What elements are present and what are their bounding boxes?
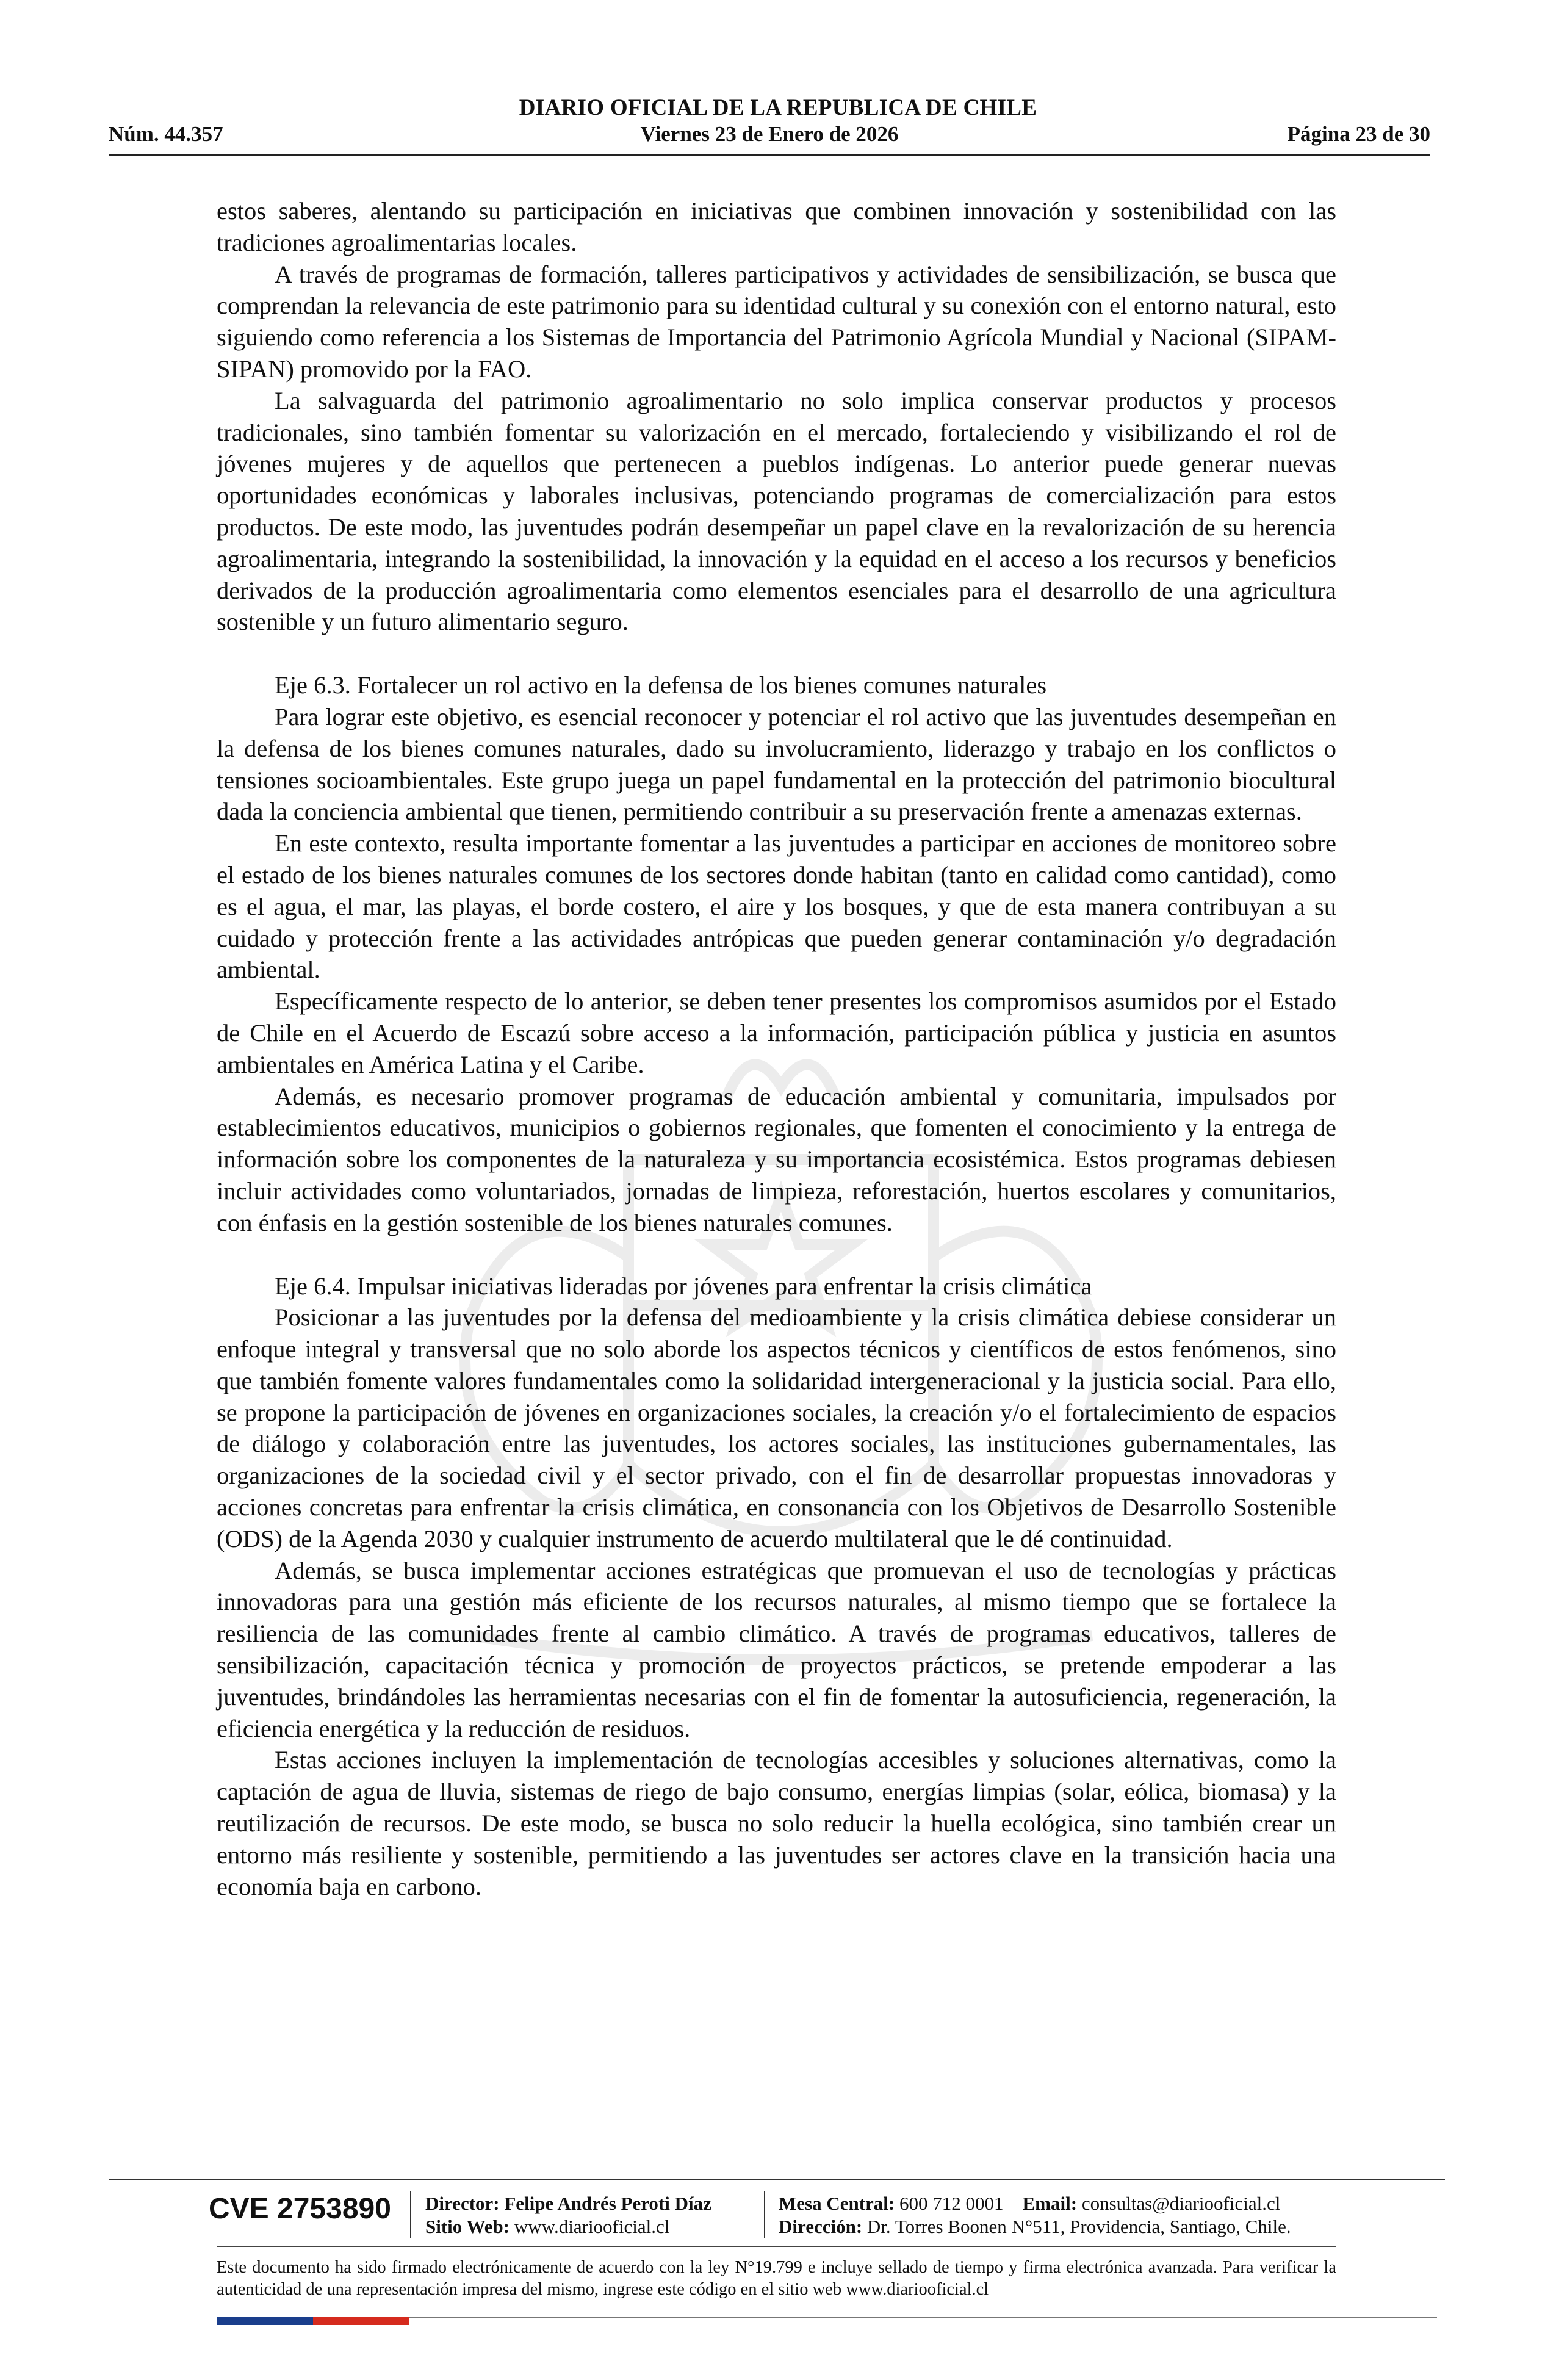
flag-red-segment (313, 2317, 409, 2325)
paragraph: La salvaguarda del patrimonio agroalimentario no solo implica conservar productos y procesos tradicionales, sino también fomentar su valorización en el mercado, fortaleciendo y visibilizando el rol de jóvenes mujeres y de aquellos que pertenecen a pueblos indígenas. Lo anterior puede generar nuevas oportunidades económicas y laborales inclusivas, potenciando programas de comercialización para estos productos. De este modo, las juventudes podrán desempeñar un papel clave en la revalorización de su herencia agroalimentaria, integrando la sostenibilidad, la innovación y la equidad en el acceso a los recursos y beneficios derivados de la producción agroalimentaria como elementos esenciales para el desarrollo de una agricultura sostenible y un futuro alimentario seguro. (217, 386, 1336, 636)
footer-director-block (425, 2192, 711, 2238)
footer-separator (410, 2191, 411, 2238)
flag-stripe (217, 2317, 409, 2325)
website-link[interactable]: www.diariooficial.cl (514, 2216, 670, 2237)
newspaper-title: DIARIO OFICIAL DE LA REPUBLICA DE CHILE (519, 95, 1037, 120)
issue-date: Viernes 23 de Enero de 2026 (640, 122, 899, 146)
paragraph: Además, se busca implementar acciones estratégicas que promuevan el uso de tecnologías y prácticas innovadoras para una gestión más eficiente de los recursos naturales, al mismo tiempo que se fortalece la resiliencia de las comunidades frente al cambio climático. A través de programas educativos, talleres de sensibilización, capacitación técnica y promoción de proyectos prácticos, se pretende empoderar a las juventudes, brindándoles las herramientas necesarias con el fin de fomentar la autosuficiencia, regeneración, la eficiencia energética y la reducción de residuos. (217, 1556, 1336, 1742)
section-heading: Eje 6.3. Fortalecer un rol activo en la defensa de los bienes comunes naturales (275, 671, 1047, 699)
address-value: Dr. Torres Boonen N°511, Providencia, Santiago, Chile. (866, 2216, 1291, 2237)
paragraph: Estas acciones incluyen la implementación de tecnologías accesibles y soluciones alternativas, como la captación de agua de lluvia, sistemas de riego de bajo consumo, energías limpias (solar, eólica, biomasa) y la reutilización de recursos. De este modo, se busca no solo reducir la huella ecológica, sino también crear un entorno más resiliente y sostenible, permitiendo a las juventudes ser actores clave en la transición hacia una economía baja en carbono. (217, 1746, 1336, 1900)
issue-number: Núm. 44.357 (109, 122, 223, 146)
mesa-phone: 600 712 0001 (899, 2193, 1004, 2214)
paragraph: Posicionar a las juventudes por la defensa del medioambiente y la crisis climática debiese considerar un enfoque integral y transversal que no solo aborde los aspectos técnicos y científicos de estos fenómenos, sino que también fomente valores fundamentales como la solidaridad intergeneracional y la justicia social. Para ello, se propone la participación de jóvenes en organizaciones sociales, la creación y/o el fortalecimiento de espacios de diálogo y colaboración entre las juventudes, los actores sociales, las instituciones gubernamentales, las organizaciones de la sociedad civil y el sector privado, con el fin de desarrollar propuestas innovadoras y acciones concretas para enfrentar la crisis climática, en consonancia con los Objetivos de Desarrollo Sostenible (ODS) de la Agenda 2030 y cualquier instrumento de acuerdo multilateral que le dé continuidad. (217, 1304, 1336, 1552)
cve-code: CVE 2753890 (209, 2193, 391, 2225)
email-link[interactable]: consultas@diariooficial.cl (1081, 2193, 1281, 2214)
mesa-label: Mesa Central: (779, 2193, 895, 2214)
page-number: Página 23 de 30 (1287, 122, 1430, 146)
email-label: Email: (1022, 2193, 1078, 2214)
footer-contact-block (779, 2192, 1291, 2238)
flag-blue-segment (217, 2317, 313, 2325)
footer-divider (109, 2179, 1445, 2180)
section-heading: Eje 6.4. Impulsar iniciativas lideradas por jóvenes para enfrentar la crisis climática (275, 1272, 1092, 1300)
paragraph: En este contexto, resulta importante fomentar a las juventudes a participar en acciones de monitoreo sobre el estado de los bienes naturales comunes de los sectores donde habitan (tanto en calidad como cantidad), como es el agua, el mar, las playas, el borde costero, el aire y los bosques, y que de esta manera contribuyan a su cuidado y protección frente a las actividades antrópicas que pueden generar contaminación y/o degradación ambiental. (217, 829, 1336, 984)
signature-note: Este documento ha sido firmado electrónicamente de acuerdo con la ley N°19.799 e incluye sellado de tiempo y firma electrónica avanzada. Para verificar la autenticidad de una representación impresa del mismo, ingrese este código en el sitio web www.diariooficial.cl (217, 2258, 1336, 2299)
article-body (217, 195, 1336, 1902)
header-divider (109, 154, 1430, 156)
paragraph: Además, es necesario promover programas de educación ambiental y comunitaria, impulsados por establecimientos educativos, municipios o gobiernos regionales, que fomenten el conocimiento y la entrega de información sobre los componentes de la naturaleza y su importancia ecosistémica. Estos programas debiesen incluir actividades como voluntariados, jornadas de limpieza, reforestación, huertos escolares y comunitarios, con énfasis en la gestión sostenible de los bienes naturales comunes. (217, 1082, 1336, 1236)
footer-separator (764, 2191, 765, 2238)
paragraph: Para lograr este objetivo, es esencial reconocer y potenciar el rol activo que las juventudes desempeñan en la defensa de los bienes comunes naturales, dado su involucramiento, liderazgo y trabajo en los conflictos o tensiones socioambientales. Este grupo juega un papel fundamental en la protección del patrimonio biocultural dada la conciencia ambiental que tienen, permitiendo contribuir a su preservación frente a amenazas externas. (217, 702, 1336, 826)
director-name: Felipe Andrés Peroti Díaz (504, 2193, 711, 2214)
address-label: Dirección: (779, 2216, 863, 2237)
director-label: Director: (425, 2193, 500, 2214)
paragraph: Específicamente respecto de lo anterior, se deben tener presentes los compromisos asumidos por el Estado de Chile en el Acuerdo de Escazú sobre acceso a la información, participación pública y justicia en asuntos ambientales en América Latina y el Caribe. (217, 987, 1336, 1078)
website-label: Sitio Web: (425, 2216, 510, 2237)
header-row (109, 122, 1430, 151)
paragraph: A través de programas de formación, talleres participativos y actividades de sensibilización, se busca que comprendan la relevancia de este patrimonio para su identidad cultural y su conexión con el entorno natural, esto siguiendo como referencia a los Sistemas de Importancia del Patrimonio Agrícola Mundial y Nacional (SIPAM-SIPAN) promovido por la FAO. (217, 260, 1336, 383)
footer-divider (217, 2246, 1336, 2247)
paragraph: estos saberes, alentando su participación en iniciativas que combinen innovación y sostenibilidad con las tradiciones agroalimentarias locales. (217, 197, 1336, 256)
